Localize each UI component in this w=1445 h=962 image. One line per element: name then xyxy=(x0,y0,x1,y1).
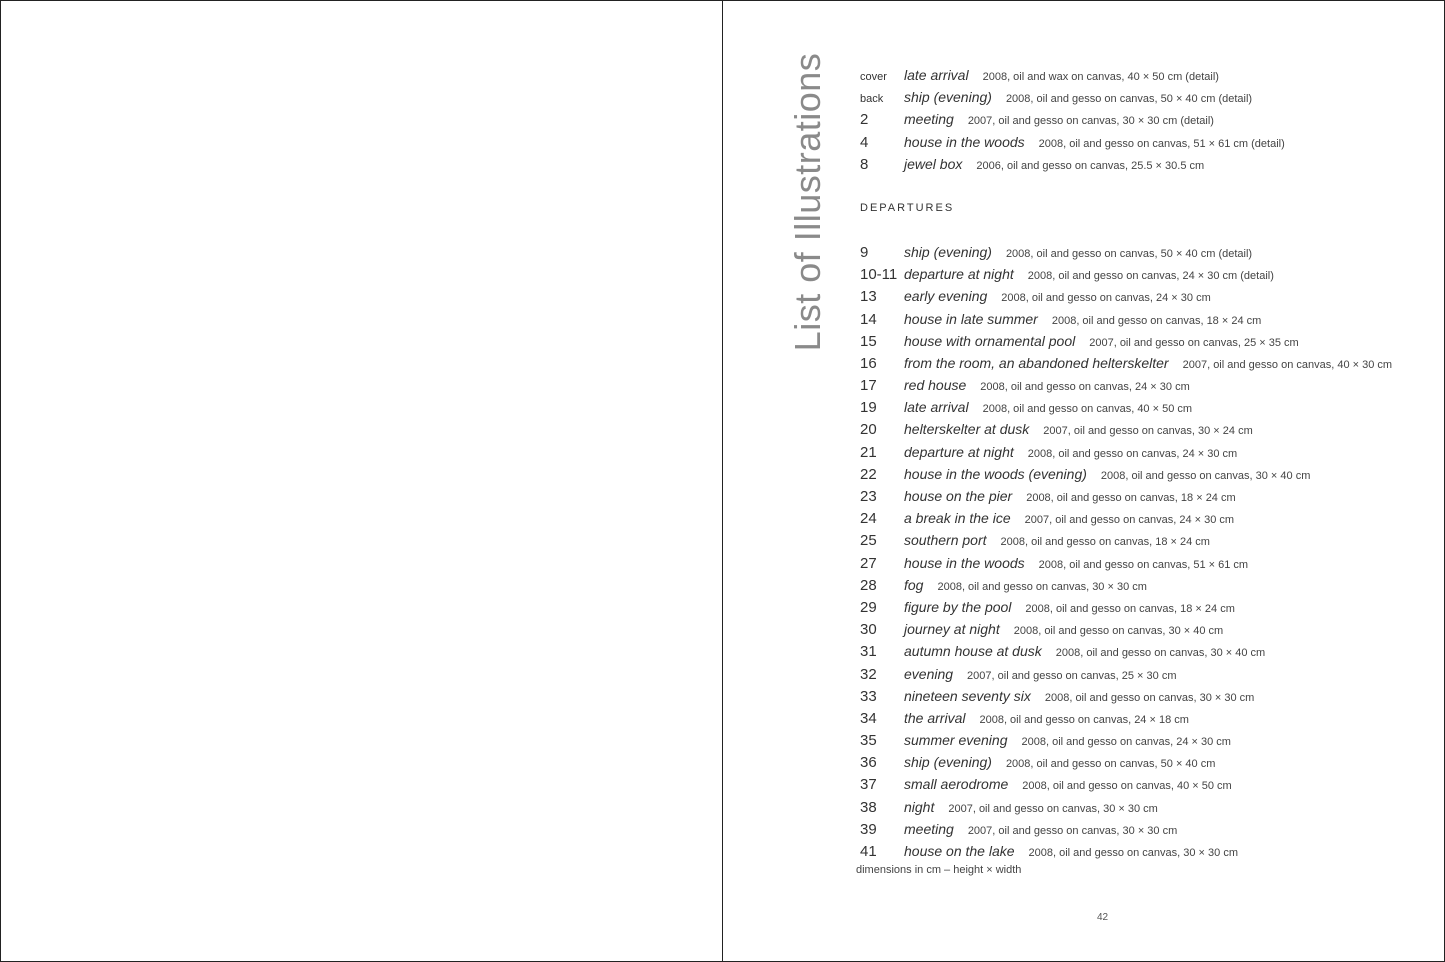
item-title: night xyxy=(904,798,935,815)
list-item xyxy=(860,773,1430,795)
item-title: house on the lake xyxy=(904,843,1015,859)
item-title: house on the pier xyxy=(904,488,1013,504)
item-details: 2008, oil and gesso on canvas, 24 × 30 cm xyxy=(1027,447,1238,460)
item-title: a break in the ice xyxy=(904,510,1011,527)
item-details: 2006, oil and gesso on canvas, 25.5 × 30.5 cm xyxy=(976,159,1205,172)
item-details: 2007, oil and gesso on canvas, 25 × 30 cm xyxy=(967,669,1177,682)
item-page-number: 30 xyxy=(860,621,877,639)
list-item xyxy=(860,108,1430,130)
list-item xyxy=(860,463,1430,485)
item-page-number: 34 xyxy=(860,709,877,727)
item-page-number: 9 xyxy=(860,243,869,261)
item-details: 2008, oil and wax on canvas, 40 × 50 cm (detail) xyxy=(982,71,1219,83)
item-page-number: 13 xyxy=(860,288,877,306)
item-details: 2008, oil and gesso on canvas, 24 × 30 cm (detail) xyxy=(1027,270,1274,283)
list-item xyxy=(860,418,1430,440)
list-item xyxy=(860,241,1430,263)
item-page-number: back xyxy=(860,93,884,106)
list-item xyxy=(860,285,1430,307)
list-item xyxy=(860,663,1430,685)
item-details: 2007, oil and gesso on canvas, 30 × 30 cm (detail) xyxy=(967,115,1214,128)
item-details: 2008, oil and gesso on canvas, 30 × 40 cm xyxy=(1100,469,1311,482)
item-page-number: 17 xyxy=(860,377,877,395)
page-title: List of Illustrations xyxy=(787,52,828,352)
item-details: 2008, oil and gesso on canvas, 18 × 24 cm xyxy=(1000,536,1210,549)
list-item xyxy=(860,330,1430,352)
item-details: 2008, oil and gesso on canvas, 24 × 18 cm xyxy=(979,713,1189,726)
item-page-number: 33 xyxy=(860,687,877,705)
item-title: meeting xyxy=(904,820,954,837)
list-item xyxy=(860,818,1430,840)
item-page-number: 2 xyxy=(860,111,869,129)
item-page-number: 37 xyxy=(860,776,877,794)
item-title: ship (evening) xyxy=(904,89,992,106)
item-details: 2008, oil and gesso on canvas, 30 × 30 cm xyxy=(1044,691,1255,704)
list-item xyxy=(860,507,1430,529)
item-page-number: 35 xyxy=(860,732,877,750)
item-page-number: 21 xyxy=(860,443,877,461)
list-item xyxy=(860,596,1430,618)
item-details: 2008, oil and gesso on canvas, 18 × 24 cm xyxy=(1051,314,1262,327)
item-details: 2008, oil and gesso on canvas, 18 × 24 cm xyxy=(1025,602,1235,615)
illustrations-list xyxy=(856,64,1430,877)
item-title: departure at night xyxy=(904,266,1014,283)
list-item xyxy=(860,707,1430,729)
item-details: 2007, oil and gesso on canvas, 30 × 30 cm xyxy=(948,802,1158,815)
item-page-number: 8 xyxy=(860,155,869,173)
item-details: 2007, oil and gesso on canvas, 30 × 30 cm xyxy=(967,824,1178,837)
item-title: house in the woods xyxy=(904,133,1025,150)
item-title: helterskelter at dusk xyxy=(904,421,1030,438)
item-page-number: 24 xyxy=(860,510,877,528)
list-item xyxy=(860,131,1430,153)
item-title: late arrival xyxy=(904,67,969,83)
item-title: early evening xyxy=(904,288,988,305)
item-details: 2008, oil and gesso on canvas, 30 × 30 cm xyxy=(1028,847,1238,859)
item-details: 2007, oil and gesso on canvas, 30 × 24 cm xyxy=(1043,425,1253,438)
list-item xyxy=(860,263,1430,285)
item-details: 2007, oil and gesso on canvas, 40 × 30 cm xyxy=(1182,358,1393,371)
item-title: southern port xyxy=(904,532,987,549)
item-title: red house xyxy=(904,377,967,394)
item-title: house with ornamental pool xyxy=(904,332,1076,349)
item-title: late arrival xyxy=(904,399,969,416)
item-details: 2007, oil and gesso on canvas, 25 × 35 cm xyxy=(1089,336,1299,349)
item-page-number: 27 xyxy=(860,554,877,572)
item-page-number: 36 xyxy=(860,754,877,772)
item-page-number: 38 xyxy=(860,798,877,816)
list-item xyxy=(860,441,1430,463)
item-details: 2008, oil and gesso on canvas, 30 × 40 cm xyxy=(1055,647,1266,660)
item-title: ship (evening) xyxy=(904,243,992,260)
list-item xyxy=(860,796,1430,818)
item-page-number: 10-11 xyxy=(860,266,898,284)
item-details: 2008, oil and gesso on canvas, 18 × 24 cm xyxy=(1026,492,1236,504)
item-title: house in the woods (evening) xyxy=(904,465,1087,482)
list-item xyxy=(860,618,1430,640)
item-title: fog xyxy=(904,576,924,593)
item-details: 2008, oil and gesso on canvas, 40 × 50 cm xyxy=(1022,780,1232,793)
item-details: 2008, oil and gesso on canvas, 30 × 40 cm xyxy=(1013,625,1224,638)
list-item xyxy=(860,86,1430,108)
item-page-number: 22 xyxy=(860,465,877,483)
list-item xyxy=(860,685,1430,707)
list-item xyxy=(860,153,1430,175)
item-title: house in the woods xyxy=(904,554,1025,571)
item-details: 2008, oil and gesso on canvas, 40 × 50 cm xyxy=(982,403,1193,416)
page-number: 42 xyxy=(1097,912,1109,923)
item-title: figure by the pool xyxy=(904,598,1012,615)
list-item xyxy=(860,729,1430,751)
section-heading: DEPARTURES xyxy=(860,201,955,214)
item-page-number: 31 xyxy=(860,643,877,661)
item-title: ship (evening) xyxy=(904,754,992,771)
list-item xyxy=(860,352,1430,374)
item-title: jewel box xyxy=(904,155,963,172)
list-item xyxy=(860,396,1430,418)
item-page-number: 32 xyxy=(860,665,877,683)
departures-list xyxy=(860,241,1430,862)
item-title: house in late summer xyxy=(904,310,1038,327)
item-page-number: 14 xyxy=(860,310,877,328)
item-page-number: 39 xyxy=(860,820,877,838)
item-page-number: 20 xyxy=(860,421,877,439)
item-page-number: 16 xyxy=(860,354,877,372)
list-item xyxy=(860,374,1430,396)
item-title: autumn house at dusk xyxy=(904,643,1042,660)
item-title: meeting xyxy=(904,111,954,128)
page-gutter xyxy=(722,0,723,962)
list-item xyxy=(860,529,1430,551)
list-item xyxy=(860,640,1430,662)
item-title: small aerodrome xyxy=(904,776,1009,793)
item-title: nineteen seventy six xyxy=(904,687,1031,704)
item-title: evening xyxy=(904,665,954,682)
item-details: 2008, oil and gesso on canvas, 50 × 40 cm xyxy=(1005,758,1216,771)
list-item xyxy=(860,840,1430,862)
item-title: from the room, an abandoned helterskelter xyxy=(904,354,1169,371)
item-page-number: 25 xyxy=(860,532,877,550)
item-details: 2008, oil and gesso on canvas, 30 × 30 cm xyxy=(937,580,1147,593)
item-title: summer evening xyxy=(904,732,1008,749)
item-page-number: 23 xyxy=(860,488,877,505)
item-details: 2008, oil and gesso on canvas, 51 × 61 cm xyxy=(1038,558,1249,571)
list-item xyxy=(860,64,1430,86)
item-details: 2008, oil and gesso on canvas, 50 × 40 cm (detail) xyxy=(1005,247,1253,260)
list-item xyxy=(860,552,1430,574)
front-items-list xyxy=(860,64,1430,175)
item-page-number: 29 xyxy=(860,598,877,616)
item-title: journey at night xyxy=(904,621,1000,638)
item-page-number: 41 xyxy=(860,843,877,860)
item-page-number: 28 xyxy=(860,576,877,594)
item-page-number: 4 xyxy=(860,133,869,151)
item-page-number: 19 xyxy=(860,399,877,417)
dimensions-note: dimensions in cm – height × width xyxy=(856,864,1022,877)
list-item xyxy=(860,308,1430,330)
list-item xyxy=(860,751,1430,773)
item-details: 2008, oil and gesso on canvas, 51 × 61 cm (detail) xyxy=(1038,137,1285,150)
list-item xyxy=(860,574,1430,596)
item-title: the arrival xyxy=(904,709,966,726)
item-details: 2007, oil and gesso on canvas, 24 × 30 cm xyxy=(1024,514,1235,527)
item-details: 2008, oil and gesso on canvas, 24 × 30 cm xyxy=(980,381,1190,394)
item-details: 2008, oil and gesso on canvas, 24 × 30 cm xyxy=(1021,736,1231,749)
list-item xyxy=(860,485,1430,507)
item-details: 2008, oil and gesso on canvas, 50 × 40 cm (detail) xyxy=(1005,93,1253,106)
item-page-number: cover xyxy=(860,71,887,83)
item-page-number: 15 xyxy=(860,332,877,350)
item-title: departure at night xyxy=(904,443,1014,460)
item-details: 2008, oil and gesso on canvas, 24 × 30 cm xyxy=(1001,292,1211,305)
